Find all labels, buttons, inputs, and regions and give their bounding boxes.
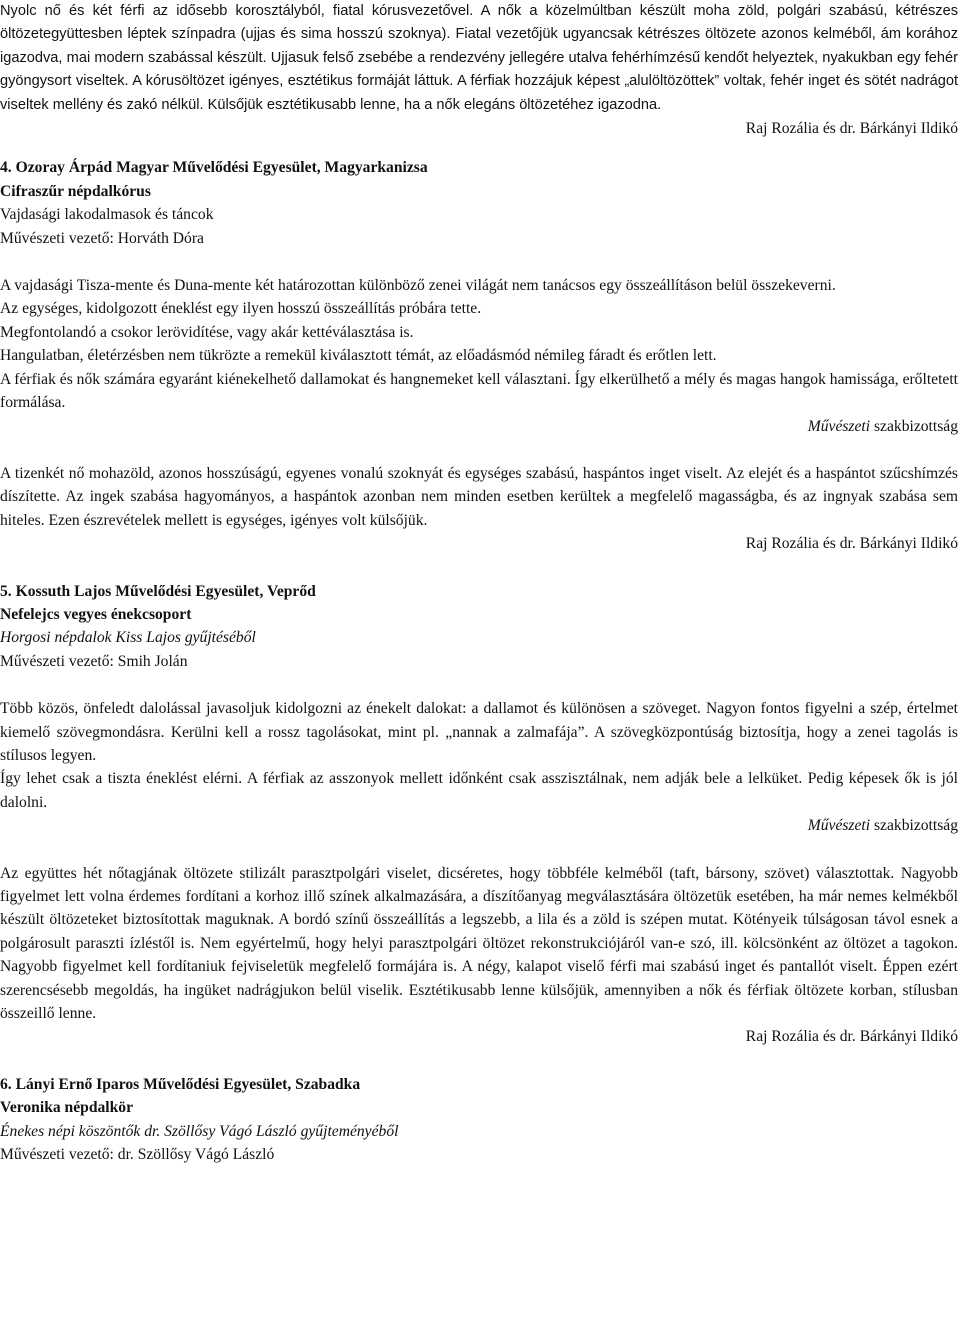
- section-5-director: Művészeti vezető: Smih Jolán: [0, 652, 188, 670]
- section-5-group: Nefelejcs vegyes énekcsoport: [0, 605, 192, 623]
- section-4-paragraph-5: A férfiak és nők számára egyaránt kiénekelhető dallamokat és hangnemeket kell választani. Így elkerülhető a mély és magas hangok hamissága, erőltetett formálása.: [0, 370, 958, 412]
- section-4-costume-signature: Raj Rozália és dr. Bárkányi Ildikó: [745, 535, 958, 553]
- spacer: [0, 140, 958, 156]
- section-5-program: Horgosi népdalok Kiss Lajos gyűjtéséből: [0, 629, 256, 647]
- intro-paragraph: Nyolc nő és két férfi az idősebb korosztályból, fiatal kórusvezetővel. A nők a közelmúltban készült moha zöld, polgári szabású, kétrészes öltözetegyüttesben léptek színpadra (ujjas és sima hosszú szoknya). Fiatal vezetőjük ugyancsak kétrészes öltözete azonos kelméből, ám korához igazodva, mai modern szabással készült. Ujjasuk felső zsebébe a rendezvény jellegére utalva fehérhímzésű kendőt helyeztek, nyakukban egy fehér gyöngysort viseltek. A kórusöltözet igényes, esztétikus formáját láttuk. A férfiak hozzájuk képest „alulöltözöttek” voltak, fehér inget és sötét nadrágot viseltek mellény és zakó nélkül. Külsőjük esztétikusabb lenne, ha a nők elegáns öltözetéhez igazodna.: [0, 3, 958, 113]
- spacer: [0, 1049, 958, 1073]
- section-5-title: 5. Kossuth Lajos Művelődési Egyesület, Veprőd: [0, 582, 316, 600]
- signature-rest: szakbizottság: [870, 817, 958, 835]
- section-4-paragraph-3: Megfontolandó a csokor lerövidítése, vagy akár kettéválasztása is.: [0, 323, 414, 341]
- spacer: [0, 556, 958, 580]
- section-6-program-rest: eményéből: [331, 1122, 399, 1140]
- section-4-paragraph-4: Hangulatban, életérzésben nem tükrözte a remekül kiválasztott témát, az előadásmód némileg fáradt és erőtlen lett.: [0, 347, 717, 365]
- section-5-costume-signature: Raj Rozália és dr. Bárkányi Ildikó: [745, 1028, 958, 1046]
- section-6-program-italic: Énekes népi köszöntők dr. Szöllősy Vágó László gyűjt: [0, 1122, 332, 1140]
- section-6-director: Művészeti vezető: dr. Szöllősy Vágó László: [0, 1146, 275, 1164]
- section-4-program: Vajdasági lakodalmasok és táncok: [0, 206, 214, 224]
- section-6-group: Veronika népdalkör: [0, 1099, 134, 1117]
- section-4-paragraph-1: A vajdasági Tisza-mente és Duna-mente két határozottan különböző zenei világát nem tanácsos egy összeállításon belül összekeverni.: [0, 277, 836, 295]
- section-5-paragraph-2: Így lehet csak a tiszta éneklést elérni. A férfiak az asszonyok mellett időnként csak asszisztálnak, nem adják bele a lelküket. Pedig képesek ők is jól dalolni.: [0, 770, 958, 811]
- spacer: [0, 438, 958, 462]
- section-4-group: Cifraszűr népdalkórus: [0, 182, 151, 200]
- spacer: [0, 250, 958, 274]
- section-4-director: Művészeti vezető: Horváth Dóra: [0, 229, 204, 247]
- section-6-title: 6. Lányi Ernő Iparos Művelődési Egyesület, Szabadka: [0, 1075, 361, 1093]
- section-4-committee-signature: [0, 415, 958, 438]
- section-4-paragraph-2: Az egységes, kidolgozott éneklést egy ilyen hosszú összeállítás próbára tette.: [0, 300, 482, 318]
- spacer: [0, 838, 958, 862]
- signature-rest: szakbizottság: [870, 417, 958, 435]
- section-5-committee-signature: [0, 814, 958, 837]
- intro-signature: Raj Rozália és dr. Bárkányi Ildikó: [745, 120, 958, 138]
- section-5-paragraph-1: Több közös, önfeledt dalolással javasoljuk kidolgozni az énekelt dalokat: a dallamot és különösen a szöveget. Nagyon fontos figyelni a szép, értelmet kiemelő szövegmondásra. Kerülni kell a rossz tagolásokat, mint pl. „nannak a zalmafája”. A szövegközpontúság biztosítja, hogy a zenei tagolás is stílusos legyen.: [0, 700, 958, 764]
- section-6-program: [0, 1120, 958, 1143]
- section-5-costume-paragraph: Az együttes hét nőtagjának öltözete stilizált parasztpolgári viselet, dicséretes, hogy többféle kelméből (taft, bársony, szövet) választottak. Nagyobb figyelmet lett volna érdemes fordítani a korhoz illő színek alkalmazására, a díszítőanyag megválasztására öltözetük esetében, ha már nemes kelmékből készült öltözeteket biztosítottak maguknak. A bordó színű összeállítás a legszebb, a lila és a zöld is szépen mutat. Kötényeik túlságosan távol esnek a polgárosult paraszti ízléstől is. Nem egyértelmű, hogy helyi parasztpolgári öltözet rekonstrukciójáról van-e szó, ill. kölcsönként az öltözet a tagokon. Nagyobb figyelmet kell fordítaniuk fejviseletük megfelelő formájára is. A négy, kalapot viselő férfi mai szabású inget és pantallót viselt. Éppen ezért szerencsésebb megoldás, ha ingüket nadrágjukon belül viselik. Esztétikusabb lenne külsőjük, amennyiben a nők és férfiak öltözete korban, stílusban összeillő lenne.: [0, 864, 958, 1023]
- signature-italic-part: Művészeti: [807, 417, 871, 435]
- signature-italic-part: Művészeti: [807, 817, 871, 835]
- section-4-costume-paragraph: A tizenkét nő mohazöld, azonos hosszúságú, egyenes vonalú szoknyát és egységes szabású, haspántos inget viselt. Az elejét és a haspántot szűcshímzés díszítette. Az ingek szabása hagyományos, a haspántok azonban nem minden esetben kerültek a megfelelő magasságba, és az ingnyak szabása sem hiteles. Ezen észrevételek mellett is egységes, igényes volt külsőjük.: [0, 464, 958, 529]
- section-4-title: 4. Ozoray Árpád Magyar Művelődési Egyesület, Magyarkanizsa: [0, 159, 428, 177]
- spacer: [0, 673, 958, 697]
